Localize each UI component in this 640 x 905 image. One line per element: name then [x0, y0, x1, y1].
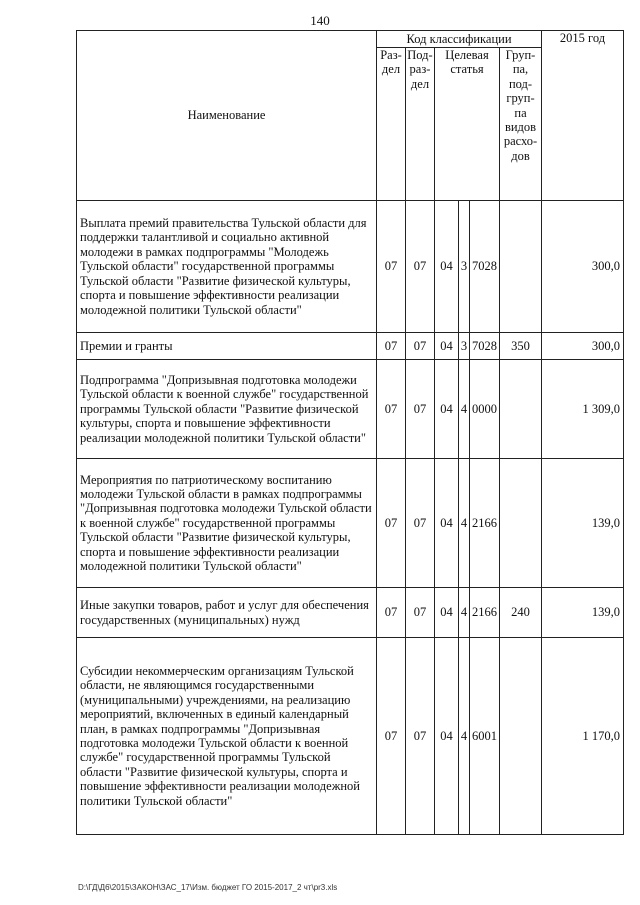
table-row: [77, 638, 624, 835]
row-razdel: 07: [377, 360, 406, 459]
row-amount: 1 309,0: [542, 360, 624, 459]
row-podrazdel: 07: [406, 459, 435, 588]
row-target-subprogram: 4: [459, 638, 470, 835]
table-row: [77, 360, 624, 459]
row-group: [500, 360, 542, 459]
row-group: [500, 201, 542, 333]
table-row: [77, 588, 624, 638]
row-podrazdel: 07: [406, 360, 435, 459]
row-podrazdel: 07: [406, 588, 435, 638]
row-name: Подпрограмма "Допризывная подготовка молодежи Тульской области к военной службе" государственной программы Тульской области "Развитие физической культуры, спорта и повышение эффективности реализации молодежной политики Тульской области": [77, 360, 377, 459]
row-amount: 139,0: [542, 588, 624, 638]
row-name: Выплата премий правительства Тульской области для поддержки талантливой и социально активной молодежи в рамках подпрограммы "Молодежь Тульской области" государственной программы Тульской области "Развитие физической культуры, спорта и повышение эффективности реализации молодежной политики Тульской области": [77, 201, 377, 333]
row-target-direction: 2166: [470, 588, 500, 638]
budget-table: [76, 30, 624, 835]
header-code-group: Код классификации: [377, 31, 542, 48]
header-target: Целевая статья: [435, 48, 500, 201]
row-razdel: 07: [377, 459, 406, 588]
row-podrazdel: 07: [406, 638, 435, 835]
row-target-program: 04: [435, 360, 459, 459]
row-name: Премии и гранты: [77, 333, 377, 360]
header-group: Груп-па, под-груп-па видов расхо-дов: [500, 48, 542, 201]
row-target-direction: 0000: [470, 360, 500, 459]
row-target-direction: 2166: [470, 459, 500, 588]
row-name: Субсидии некоммерческим организациям Тульской области, не являющимся государственными (муниципальными) учреждениями, на реализацию мероприятий, включенных в единый календарный план, в рамках подпрограммы "Допризывная подготовка молодежи Тульской области к военной службе" государственной программы Тульской области "Развитие физической культуры, спорта и повышение эффективности реализации молодежной политики Тульской области": [77, 638, 377, 835]
row-group: [500, 459, 542, 588]
row-amount: 300,0: [542, 201, 624, 333]
row-amount: 300,0: [542, 333, 624, 360]
row-amount: 139,0: [542, 459, 624, 588]
row-name: Иные закупки товаров, работ и услуг для обеспечения государственных (муниципальных) нужд: [77, 588, 377, 638]
row-target-subprogram: 3: [459, 201, 470, 333]
row-target-program: 04: [435, 333, 459, 360]
row-target-program: 04: [435, 588, 459, 638]
table-row: [77, 459, 624, 588]
row-razdel: 07: [377, 333, 406, 360]
row-podrazdel: 07: [406, 201, 435, 333]
row-target-direction: 7028: [470, 201, 500, 333]
row-razdel: 07: [377, 201, 406, 333]
row-target-subprogram: 4: [459, 588, 470, 638]
row-target-program: 04: [435, 459, 459, 588]
header-razdel: Раз-дел: [377, 48, 406, 201]
row-target-direction: 6001: [470, 638, 500, 835]
header-podrazdel: Под-раз-дел: [406, 48, 435, 201]
table-row: [77, 333, 624, 360]
header-year: 2015 год: [542, 31, 624, 201]
row-razdel: 07: [377, 638, 406, 835]
row-target-program: 04: [435, 638, 459, 835]
row-podrazdel: 07: [406, 333, 435, 360]
row-amount: 1 170,0: [542, 638, 624, 835]
row-name: Мероприятия по патриотическому воспитанию молодежи Тульской области в рамках подпрограммы "Допризывная подготовка молодежи Тульской области к военной службе" государственной программы Тульской области "Развитие физической культуры, спорта и повышение эффективности реализации молодежной политики Тульской области": [77, 459, 377, 588]
row-target-direction: 7028: [470, 333, 500, 360]
row-group: 350: [500, 333, 542, 360]
row-target-subprogram: 3: [459, 333, 470, 360]
row-razdel: 07: [377, 588, 406, 638]
row-target-subprogram: 4: [459, 459, 470, 588]
row-group: [500, 638, 542, 835]
row-target-subprogram: 4: [459, 360, 470, 459]
header-name: Наименование: [77, 31, 377, 201]
row-group: 240: [500, 588, 542, 638]
row-target-program: 04: [435, 201, 459, 333]
file-path-footer: D:\ГД\Д6\2015\ЗАКОН\ЗАС_17\Изм. бюджет ГО 2015-2017_2 чт\pr3.xls: [78, 883, 338, 892]
table-row: [77, 201, 624, 333]
page-number: 140: [310, 13, 330, 28]
